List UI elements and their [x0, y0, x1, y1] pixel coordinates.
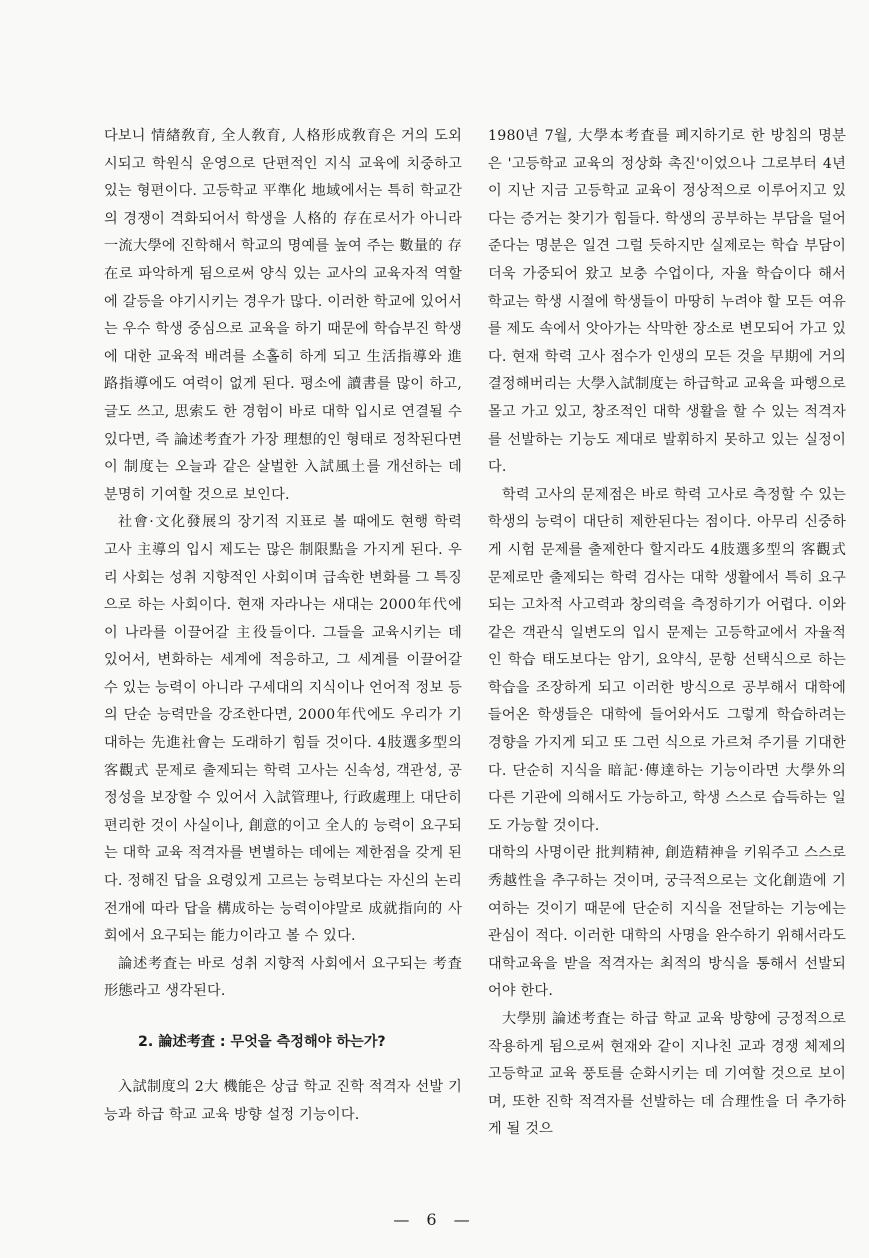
left-paragraph-1: 다보니 情緖敎育, 全人敎育, 人格形成敎育은 거의 도외시되고 학원식 운영으로 단편적인 지식 교육에 치중하고 있는 형편이다. 고등학교 平準化 地域에서는 특히 학교간의 경쟁이 격화되어서 학생을 人格的 存在로서가 아니라 一流大學에 진학해서 학교의 명예를 높여 주는 數量的 存在로 파악하게 됨으로써 양식 있는 교사의 교육자적 역할에 갈등을 야기시키는 경우가 많다. 이러한 학교에 있어서는 우수 학생 중심으로 교육을 하기 때문에 학습부진 학생에 대한 교육적 배려를 소홀히 하게 되고 生活指導와 進路指導에도 여력이 없게 된다. 평소에 讀書를 많이 하고, 글도 쓰고, 思索도 한 경험이 바로 대학 입시로 연결될 수 있다면, 즉 論述考査가 가장 理想的인 형태로 정착된다면 이 制度는 오늘과 같은 살벌한 入試風土를 개선하는 데 분명히 기여할 것으로 보인다. — [104, 128, 462, 503]
page-number: — 6 — — [393, 1210, 476, 1229]
right-paragraph-4: 大學別 論述考査는 하급 학교 교육 방향에 긍정적으로 작용하게 됨으로써 현재와 같이 지나친 교과 경쟁 체제의 고등학교 교육 풍토를 순화시키는 데 기여할 것으로 보이며, 또한 진학 적격자를 선발하는 데 合理性을 더 추가하게 될 것으 — [488, 1011, 846, 1138]
left-paragraph-3: 論述考査는 바로 성취 지향적 사회에서 요구되는 考査形態라고 생각된다. — [104, 955, 462, 1000]
left-paragraph-4: 入試制度의 2大 機能은 상급 학교 진학 적격자 선발 기능과 하급 학교 교육 방향 설정 기능이다. — [104, 1079, 462, 1123]
section-heading: 2. 論述考査 : 무엇을 측정해야 하는가? — [138, 1034, 386, 1050]
left-column — [104, 123, 462, 1129]
right-paragraph-2: 학력 고사의 문제점은 바로 학력 고사로 측정할 수 있는 학생의 능력이 대단히 제한된다는 점이다. 아무리 신중하게 시험 문제를 출제한다 할지라도 4肢選多型의 客觀式 문제로만 출제되는 학력 검사는 대학 생활에서 특히 요구되는 고차적 사고력과 창의력을 측정하기가 어렵다. 이와 같은 객관식 일변도의 입시 문제는 고등학교에서 자율적인 학습 태도보다는 암기, 요약식, 문항 선택식으로 하는 학습을 조장하게 되고 이러한 방식으로 공부해서 대학에 들어온 학생들은 대학에 들어와서도 그렇게 학습하려는 경향을 가지게 되고 또 그런 식으로 가르쳐 주기를 기대한다. 단순히 지식을 暗記·傳達하는 기능이라면 大學外의 다른 기관에 의해서도 가능하고, 학생 스스로 습득하는 일도 가능할 것이다. — [488, 486, 846, 834]
left-paragraph-2: 社會·文化發展의 장기적 지표로 볼 때에도 현행 학력 고사 主導의 입시 제도는 많은 制限點을 가지게 된다. 우리 사회는 성취 지향적인 사회이며 급속한 변화를 그 특징으로 하는 사회이다. 현재 자라나는 새대는 2000年代에 이 나라를 이끌어갈 主役들이다. 그들을 교육시키는 데 있어서, 변화하는 세계에 적응하고, 그 세계를 이끌어갈 수 있는 능력이 아니라 구세대의 지식이나 언어적 정보 등의 단순 능력만을 강조한다면, 2000年代에도 우리가 기대하는 先進社會는 도래하기 힘들 것이다. 4肢選多型의 客觀式 문제로 출제되는 학력 고사는 신속성, 객관성, 공정성을 보장할 수 있어서 入試管理나, 行政處理上 대단히 편리한 것이 사실이나, 創意的이고 全人的 능력이 요구되는 대학 교육 적격자를 변별하는 데에는 제한점을 갖게 된다. 정해진 답을 요령있게 고르는 능력보다는 자신의 논리 전개에 따라 답을 構成하는 능력이야말로 成就指向的 사회에서 요구되는 能力이라고 볼 수 있다. — [104, 514, 462, 945]
right-paragraph-3: 대학의 사명이란 批判精神, 創造精神을 키워주고 스스로 秀越性을 추구하는 것이며, 궁극적으로는 文化創造에 기여하는 것이기 때문에 단순히 지식을 전달하는 기능에는 관심이 적다. 이러한 대학의 사명을 완수하기 위해서라도 대학교육을 받을 적격자는 최적의 방식을 통해서 선발되어야 한다. — [488, 845, 846, 1000]
right-paragraph-1: 1980년 7월, 大學本考査를 폐지하기로 한 방침의 명분은 '고등학교 교육의 정상화 촉진'이었으나 그로부터 4년이 지난 지금 고등학교 교육이 정상적으로 이루어지고 있다는 증거는 찾기가 힘들다. 학생의 공부하는 부담을 덜어준다는 명분은 일견 그럴 듯하지만 실제로는 학습 부담이 더욱 가중되어 왔고 보충 수업이다, 자율 학습이다 해서 학교는 학생 시절에 학생들이 마땅히 누려야 할 모든 여유를 제도 속에서 앗아가는 삭막한 장소로 변모되어 가고 있다. 현재 학력 고사 점수가 인생의 모든 것을 早期에 거의 결정해버리는 大學入試制度는 하급학교 교육을 파행으로 몰고 가고 있고, 창조적인 대학 생활을 할 수 있는 적격자를 선발하는 기능도 제대로 발휘하지 못하고 있는 실정이다. — [488, 128, 846, 476]
right-column — [488, 123, 846, 1144]
